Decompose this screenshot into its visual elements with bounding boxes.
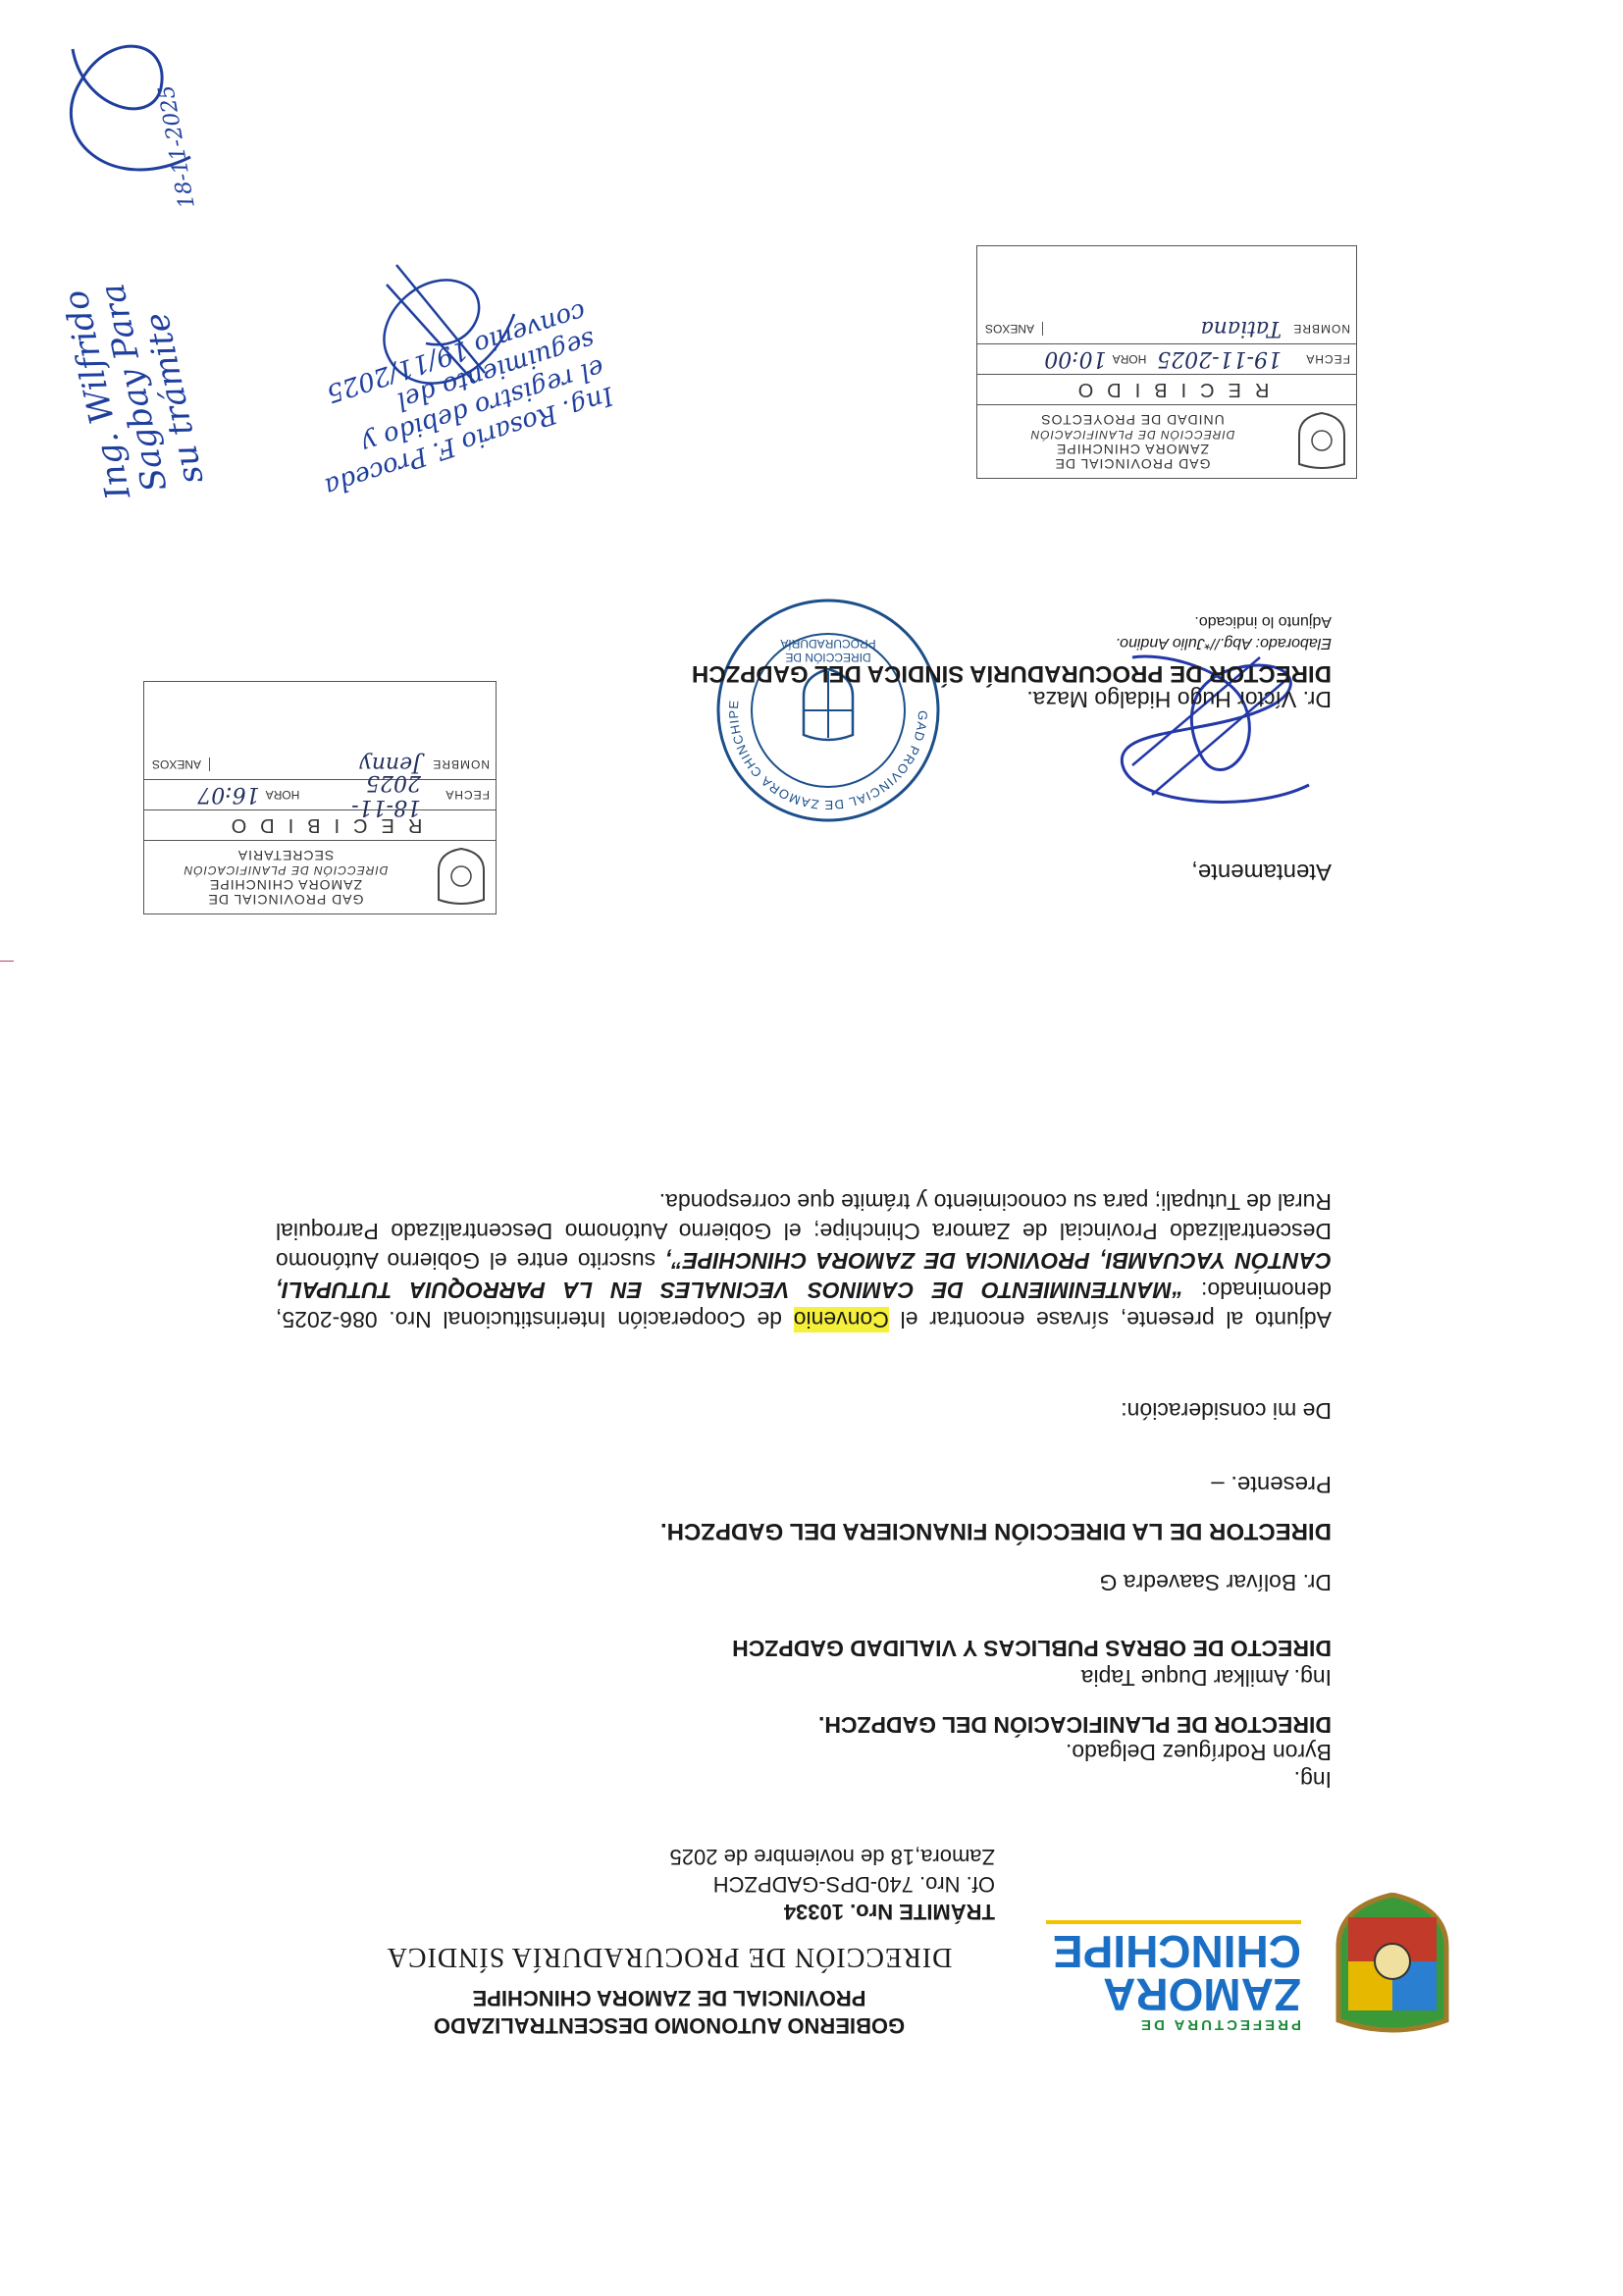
addressee-1-name: Byron Rodríguez Delgado. <box>1065 1740 1332 1765</box>
oficio-number: Of. Nro. 740-DPS-GADPZCH <box>712 1872 995 1897</box>
header-title-line-2: PROVINCIAL DE ZAMORA CHINCHIPE <box>472 1986 866 2010</box>
attachment-note: Adjunto lo indicado. <box>1194 613 1332 630</box>
stamp-fecha-label: FECHA <box>445 788 490 802</box>
body-part-2: de Cooperación Interinstitucional Nro. 086-2025, denominado: <box>276 1278 1332 1332</box>
brand-block <box>968 1920 1301 2033</box>
margin-mark <box>0 961 14 962</box>
brand-underline <box>1046 1920 1301 1924</box>
brand-pre: PREFECTURA DE <box>1138 2016 1301 2033</box>
stamp-nombre-value: Tatiana <box>1200 316 1282 341</box>
tramite-number: TRÁMITE Nro. 10334 <box>783 1900 995 1924</box>
brand-name-2: CHINCHIPE <box>1052 1926 1301 1977</box>
handwritten-date: 18-11-2025 <box>154 82 200 211</box>
prefectura-shield-logo <box>1329 1893 1456 2040</box>
addressee-2-name: Ing. Amilkar Duque Tapia <box>1080 1665 1332 1691</box>
prefectura-shield-logo <box>435 847 488 908</box>
document-date: Zamora,18 de noviembre de 2025 <box>669 1845 995 1869</box>
addressee-3-name: Dr. Bolívar Saavedra G <box>1099 1570 1332 1595</box>
greeting: De mi consideración: <box>1121 1398 1332 1424</box>
handwritten-note-tramite: Ing. Wilfrido Sagbay Para su trámite <box>56 280 212 503</box>
addressee-1-title: Ing. <box>1293 1767 1332 1793</box>
stamp-org-line-4: UNIDAD DE PROYECTOS <box>1040 412 1225 428</box>
stamp-org-line-1: GAD PROVINCIAL DE <box>1054 456 1211 472</box>
addressee-3-role: DIRECTOR DE LA DIRECCIÓN FINANCIERA DEL GADPZCH. <box>659 1518 1332 1544</box>
elaborado-by: Elaborado: Abg.//*Julio Andino. <box>1115 635 1332 652</box>
addressee-1-role: DIRECTOR DE PLANIFICACIÓN DEL GADPZCH. <box>817 1712 1332 1738</box>
stamp-hora-value: 10:00 <box>1044 346 1107 372</box>
highlighted-word: Convenio <box>793 1307 889 1332</box>
stamp-org-line-3: DIRECCIÓN DE PLANIFICACIÓN <box>1029 428 1235 442</box>
header-title-line-1: GOBIERNO AUTONOMO DESCENTRALIZADO <box>433 2013 906 2038</box>
stamp-hora-label: HORA <box>1112 352 1147 366</box>
stamp-org-line-1: GAD PROVINCIAL DE <box>207 892 364 908</box>
body-part-1: Adjunto al presente, sírvase encontrar el <box>888 1307 1332 1332</box>
header-title <box>345 1984 993 2039</box>
stamp-org-line-3: DIRECCIÓN DE PLANIFICACIÓN <box>183 863 389 877</box>
header-unit: DIRECCIÓN DE PROCURADURÍA SÍNDICA <box>386 1942 953 1972</box>
stamp-nombre-label: NOMBRE <box>432 757 490 771</box>
stamp-org-line-4: SECRETARIA <box>236 848 335 863</box>
stamp-nombre-value: Jenny <box>359 752 421 777</box>
stamp-anexos-label: ANEXOS <box>144 757 210 771</box>
project-name: “MANTENIMIENTO DE CAMINOS VECINALES EN LA PARROQUIA TUTUPALI, CANTÓN YACUAMBI, PROVINCIA DE ZAMORA CHINCHIPE”, <box>276 1248 1332 1303</box>
addressee-2-role: DIRECTO DE OBRAS PUBLICAS Y VIALIDAD GADPZCH <box>732 1636 1332 1661</box>
body-paragraph <box>276 1187 1332 1334</box>
brand-name-1: ZAMORA <box>1103 1969 1301 2020</box>
closing: Atentamente, <box>1191 859 1332 885</box>
handwritten-note-planning: Ing. Rosario F. Proceda el registro debido y seguimiento del convenio 19/11/2025 <box>321 295 617 501</box>
seal-inner-line-2: PROCURADURÍA <box>780 637 876 651</box>
signer-role: DIRECTOR DE PROCURADURÍA SÍNDICA DEL GADPZCH <box>691 660 1332 687</box>
stamp-anexos-label: ANEXOS <box>977 322 1043 336</box>
received-stamp-proyectos <box>976 245 1357 479</box>
official-seal <box>710 593 946 828</box>
body-part-3: suscrito entre el Gobierno Autónomo Descentralizado Provincial de Zamora Chinchipe; el Gobierno Autónomo Descentralizado Parroquial Rural de Tutupali; para su conocimiento y trámite que corresponda. <box>276 1189 1332 1274</box>
stamp-org-line-2: ZAMORA CHINCHIPE <box>209 877 363 893</box>
handwritten-initial <box>33 10 230 196</box>
stamp-recibido: RECIBIDO <box>977 374 1356 404</box>
received-stamp-secretaria <box>143 681 497 914</box>
prefectura-shield-logo <box>1295 411 1348 472</box>
presente: Presente. – <box>1211 1471 1332 1497</box>
stamp-hora-label: HORA <box>265 788 300 802</box>
stamp-hora-value: 16:07 <box>197 782 260 808</box>
seal-ring-text: GAD PROVINCIAL DE ZAMORA CHINCHIPE <box>725 699 931 813</box>
seal-inner-line-1: DIRECCIÓN DE <box>785 651 871 664</box>
stamp-fecha-value: 19-11-2025 <box>1157 346 1282 372</box>
stamp-fecha-label: FECHA <box>1305 352 1350 366</box>
stamp-nombre-label: NOMBRE <box>1292 322 1350 336</box>
stamp-fecha-value: 18-11-2025 <box>351 770 421 819</box>
stamp-org-line-2: ZAMORA CHINCHIPE <box>1056 442 1210 457</box>
signer-name: Dr. Víctor Hugo Hidalgo Maza. <box>1026 687 1332 712</box>
stamp-recibido: RECIBIDO <box>144 809 496 840</box>
